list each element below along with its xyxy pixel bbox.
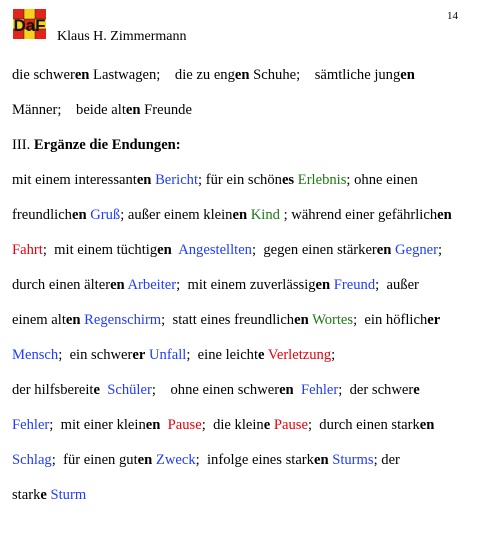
text-segment: mit einem interessant — [12, 172, 137, 188]
ending: en — [145, 417, 161, 433]
noun: Bericht — [155, 172, 199, 188]
noun: Mensch — [12, 347, 59, 363]
ending: en — [71, 207, 87, 223]
ending: en — [136, 172, 152, 188]
ending: en — [137, 452, 153, 468]
ending: en — [125, 102, 141, 118]
text-segment — [160, 417, 167, 433]
ending: en — [65, 312, 81, 328]
text-segment: ; ein schwer — [58, 347, 133, 363]
text-line — [12, 486, 86, 504]
noun: Gegner — [395, 242, 438, 258]
text-line — [12, 241, 442, 259]
text-segment: ; für ein schön — [198, 172, 282, 188]
noun: Angestellten — [178, 242, 252, 258]
ending: e — [413, 382, 420, 398]
text-line — [12, 206, 452, 224]
ending: en — [110, 277, 125, 293]
ending: en — [232, 207, 248, 223]
text-segment: ; ohne einen — [346, 172, 418, 188]
text-segment: ; eine leicht — [186, 347, 259, 363]
text-line — [12, 311, 440, 329]
page-number: 14 — [447, 10, 458, 22]
noun: Arbeiter — [127, 277, 177, 293]
logo-text: DaF — [13, 16, 46, 35]
text-line — [12, 346, 335, 364]
text-line — [12, 276, 419, 294]
text-segment: ; infolge eines stark — [195, 452, 314, 468]
ending: en — [294, 312, 309, 328]
ending: en — [74, 67, 90, 83]
noun: Pause — [273, 417, 308, 433]
text-segment: Freunde — [140, 102, 192, 118]
noun: Sturms — [332, 452, 374, 468]
ending: e — [40, 487, 47, 503]
text-segment: die schwer — [12, 67, 75, 83]
text-segment: durch einen älter — [12, 277, 111, 293]
text-segment: Schuhe; sämtliche jung — [249, 67, 401, 83]
text-segment: ; außer — [375, 277, 419, 293]
noun: Gruß — [90, 207, 121, 223]
text-segment: ; durch einen stark — [307, 417, 420, 433]
ending: en — [234, 67, 250, 83]
ending: Ergänze die Endungen: — [33, 137, 181, 153]
ending: en — [419, 417, 435, 433]
noun: Unfall — [149, 347, 187, 363]
text-line — [12, 451, 400, 469]
ending: e — [258, 347, 265, 363]
noun: Schlag — [12, 452, 52, 468]
noun: Pause — [167, 417, 202, 433]
text-segment: ; der — [373, 452, 400, 468]
text-segment: ; der schwer — [338, 382, 414, 398]
text-segment: ; statt eines freundlich — [161, 312, 295, 328]
text-segment: einem alt — [12, 312, 66, 328]
noun: Wortes — [312, 312, 354, 328]
text-segment: stark — [12, 487, 41, 503]
ending: e — [263, 417, 271, 433]
ending: en — [157, 242, 172, 258]
text-segment: ; außer einem klein — [120, 207, 233, 223]
ending: en — [376, 242, 392, 258]
daf-logo — [13, 9, 46, 39]
text-line — [12, 101, 192, 119]
author-name: Klaus H. Zimmermann — [57, 29, 187, 44]
noun: Regenschirm — [84, 312, 162, 328]
text-segment: ; während einer gefährlich — [279, 207, 438, 223]
ending: en — [315, 277, 331, 293]
ending: es — [281, 172, 295, 188]
text-segment: ; ein höflich — [353, 312, 428, 328]
text-segment: ; für einen gut — [51, 452, 138, 468]
text-segment: ; mit einem tüchtig — [42, 242, 158, 258]
text-segment: ; die klein — [201, 417, 264, 433]
text-segment: Männer; beide alt — [12, 102, 126, 118]
noun: Fehler — [300, 382, 339, 398]
text-line — [12, 381, 420, 399]
noun: Fehler — [12, 417, 50, 433]
text-segment: ; mit einem zuverlässig — [176, 277, 316, 293]
ending: er — [427, 312, 441, 328]
text-line — [12, 171, 418, 189]
noun: Zweck — [155, 452, 196, 468]
noun: Erlebnis — [297, 172, 347, 188]
text-segment — [294, 382, 301, 398]
ending: e — [93, 382, 100, 398]
noun: Schüler — [107, 382, 152, 398]
text-segment: ; mit einer klein — [49, 417, 146, 433]
ending: er — [132, 347, 146, 363]
text-line — [12, 136, 181, 154]
noun: Kind — [250, 207, 280, 223]
noun: Fahrt — [12, 242, 43, 258]
noun: Freund — [333, 277, 376, 293]
text-segment: III. — [12, 137, 34, 153]
ending: en — [437, 207, 452, 223]
text-segment: der hilfsbereit — [12, 382, 94, 398]
noun: Sturm — [50, 487, 87, 503]
text-segment: freundlich — [12, 207, 72, 223]
text-segment: ; — [331, 347, 336, 363]
text-line — [12, 66, 415, 84]
ending: en — [279, 382, 294, 398]
text-segment: Lastwagen; die zu eng — [89, 67, 235, 83]
text-segment: ; gegen einen stärker — [251, 242, 377, 258]
ending: en — [400, 67, 415, 83]
text-segment: ; — [438, 242, 443, 258]
noun: Verletzung — [267, 347, 332, 363]
text-segment: ; ohne einen schwer — [151, 382, 280, 398]
ending: en — [313, 452, 329, 468]
text-line — [12, 416, 434, 434]
